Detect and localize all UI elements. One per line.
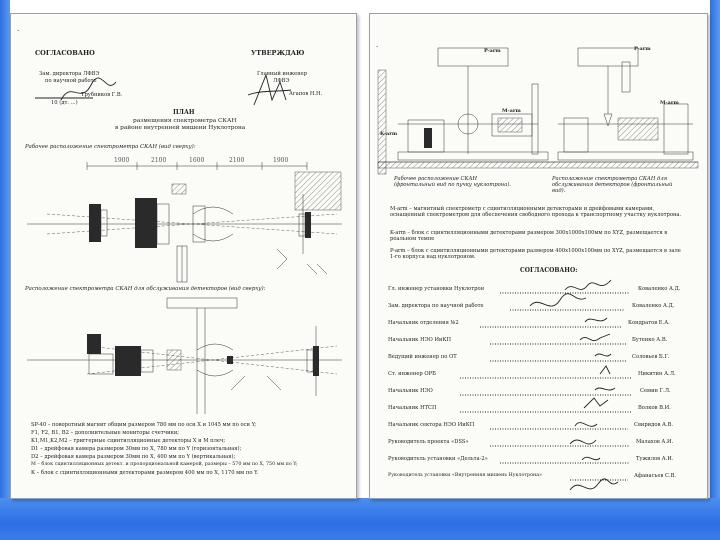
approval-name: Волков В.И. (638, 405, 671, 411)
approval-name: Коваленко А.Д. (638, 286, 681, 292)
legend-item: D1 – дрейфовая камера размером 30мм по Х, 780 мм по Y (горизонтальная); (31, 446, 242, 452)
caption-front-service: Расположение спектрометра СКАН для обслуживания детекторов (фронтальный вид). (552, 176, 673, 194)
label-p-arm: P-arm (484, 48, 501, 54)
approval-role: Начальник НЭО ИиКП (388, 337, 451, 343)
dim-4: 2100 (229, 157, 245, 164)
approval-name: Тужилов А.И. (636, 456, 674, 462)
header-right-name: Агапов Н.Н. (289, 91, 323, 97)
layout-drawing-service (17, 296, 349, 416)
approval-name: Соловьев Б.Г. (632, 354, 670, 360)
approval-role: Гл. инженер установки Нуклотрон (388, 286, 485, 292)
approval-role: Ведущий инженер по ОТ (388, 354, 457, 360)
approval-title: СОГЛАСОВАНО: (520, 267, 578, 274)
legend-item: M – блок сцинтилляционных детект. и пропорциональной камерой, размеры – 570 мм по Х, 750 мм по Y; (31, 462, 298, 467)
legend-item: SP-40 – поворотный магнит общим размером 780 мм по оси Х и 1045 мм по оси Y; (31, 422, 257, 428)
bottom-band (0, 498, 720, 540)
label-k-arm: K-arm (380, 131, 398, 137)
approval-role: Начальник НЭО (388, 388, 433, 394)
page-mark: · (376, 43, 379, 51)
approval-name: Коваленко А.Д. (632, 303, 675, 309)
note-k-arm: K-arm – блок с сцинтилляционными детекторами размером 300х1000х100мм по ХYZ, размещается в реальном темпе (390, 230, 668, 242)
page-mark: · (17, 27, 20, 35)
label-m-arm: M-arm (502, 108, 521, 114)
doc-title-3: в районе внутренней мишени Нуклотрона (115, 125, 246, 131)
approval-name: Афанасьев С.В. (634, 473, 677, 479)
dim-2: 2100 (151, 157, 167, 164)
signature-right (246, 70, 296, 110)
approval-name: Кондратов Е.А. (628, 320, 670, 326)
header-right-title: УТВЕРЖДАЮ (251, 49, 305, 57)
signature-left (31, 60, 141, 110)
dim-3: 1600 (189, 157, 205, 164)
header-left-name: Трубников Г.В. (81, 92, 123, 98)
legend-item: К – блок с сцинтилляционными детекторами размером 400 мм по Х, 1170 мм по Y. (31, 470, 259, 476)
label-m-arm-2: M-arm (660, 100, 679, 106)
header-left-title: СОГЛАСОВАНО (35, 49, 95, 57)
approval-role: Ст. инженер ОРБ (388, 371, 436, 377)
doc-title-2: размещения спектрометра СКАН (133, 118, 237, 124)
approval-signatures (370, 276, 707, 498)
header-left-line1: Зам. директора ЛФВЭ (39, 71, 100, 77)
approval-role: Руководитель проекта «DSS» (388, 439, 469, 445)
approval-name: Никитин А.Л. (638, 371, 676, 377)
left-border (0, 0, 10, 540)
doc-title-1: ПЛАН (173, 109, 195, 116)
caption-front-working: Рабочее расположение СКАН (фронтальный вид по пучку нуклотрона). (394, 176, 511, 188)
approval-name: Бутенко А.В. (632, 337, 668, 343)
approval-role: Начальник сектора НЭО ИиКП (388, 422, 475, 428)
approval-name: Малахов А.И. (636, 439, 674, 445)
approval-name: Свиридов А.В. (634, 422, 674, 428)
approval-role: Зам. директора по научной работе (388, 303, 484, 309)
document-page-right (369, 13, 708, 499)
layout-drawing-top (17, 154, 349, 284)
legend-item: K1,M1,K2,M2 – триггерные сцинтилляционные детекторы Х и М плеч; (31, 438, 226, 444)
dim-5: 1900 (273, 157, 289, 164)
label-p-arm-2: P-arm (634, 46, 651, 52)
header-right-line1: Главный инженер (257, 71, 308, 77)
approval-name: Семин Г.Л. (640, 388, 671, 394)
header-left-date: 10 (дт. ...) (51, 100, 78, 106)
legend-item: F1, F2, B1, B2 – дополнительные мониторы счетчики; (31, 430, 180, 436)
dim-1: 1900 (114, 157, 130, 164)
note-m-arm: М-arm – магнитный спектрометр с сцинтилляционными детекторами и дрейфовыми камерами, оснащенный спектрометром для обеспечения свободного прохода к транспортному участку нуклотрона. (390, 206, 682, 218)
caption-working-layout: Рабочее расположение спектрометра СКАН (вид сверху): (25, 144, 196, 150)
header-right-line2: ЛФВЭ (273, 78, 290, 84)
header-left-line2: по научной работе (45, 78, 97, 84)
note-p-arm: P-arm – блок с сцинтилляционными детекторами размером 400х1000х100мм по ХYZ, размещается в зале 1-го корпуса над нуклотроном. (390, 248, 681, 260)
approval-role: Начальник отделения №2 (388, 320, 459, 326)
caption-service-layout: Расположение спектрометра СКАН для обслуживания детекторов (вид сверху): (25, 286, 266, 292)
legend-item: D2 – дрейфовая камера размером 30мм по Х, 400 мм по Y (вертикальная); (31, 454, 236, 460)
document-page-left (10, 13, 357, 499)
approval-role: Начальник НТСП (388, 405, 437, 411)
approval-role: Руководитель установки «Дельта-2» (388, 456, 488, 462)
right-border (710, 0, 720, 540)
approval-role: Руководитель установки «Внутренняя мишень Нуклотрона» (388, 473, 542, 478)
front-view-drawing (378, 44, 698, 174)
